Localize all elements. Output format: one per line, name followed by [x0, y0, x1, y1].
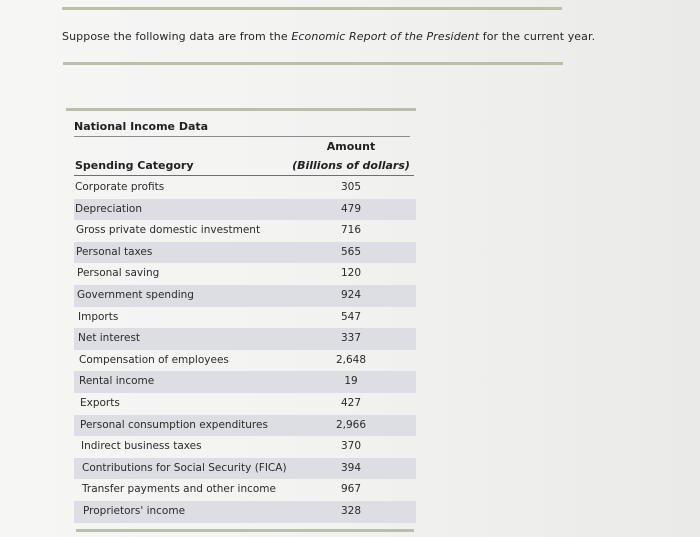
row-label: Rental income: [79, 375, 155, 388]
row-value: 547: [340, 310, 362, 323]
row-label: Depreciation: [75, 202, 142, 215]
row-label: Proprietors' income: [83, 504, 186, 517]
intro-text: [62, 30, 595, 43]
row-label: Net interest: [78, 332, 141, 345]
category-column-header: Spending Category: [75, 159, 194, 172]
row-value: 19: [344, 375, 358, 388]
intro-text-end: for the current year.: [479, 30, 596, 43]
table-row: [74, 242, 416, 264]
row-label: Gross private domestic investment: [76, 224, 261, 237]
table-row: [74, 436, 416, 458]
row-label: Exports: [80, 396, 120, 409]
data-table-body: [74, 177, 416, 523]
row-value: 120: [340, 267, 362, 280]
table-row: [74, 307, 416, 329]
row-value: 479: [340, 202, 362, 215]
table-row: [74, 199, 416, 221]
table-row: [74, 415, 416, 437]
row-value: 565: [340, 245, 362, 258]
row-label: Government spending: [77, 288, 194, 301]
row-label: Compensation of employees: [79, 353, 229, 366]
table-row: [74, 177, 416, 199]
row-value: 305: [340, 181, 362, 193]
row-value: 370: [340, 440, 362, 453]
row-label: Personal consumption expenditures: [80, 418, 268, 431]
table-row: [74, 393, 416, 415]
top-divider: [62, 7, 562, 10]
table-row: [74, 285, 416, 307]
row-value: 2,648: [335, 353, 367, 366]
intro-text-start: Suppose the following data are from the: [62, 30, 292, 43]
row-label: Corporate profits: [75, 181, 165, 193]
row-value: 328: [340, 504, 362, 517]
report-title: Economic Report of the President: [291, 30, 480, 43]
row-value: 337: [340, 332, 362, 345]
row-value: 967: [340, 483, 362, 496]
header-underline: [74, 175, 414, 176]
table-row: [74, 328, 416, 350]
row-label: Imports: [78, 310, 119, 323]
row-value: 716: [340, 224, 362, 237]
amount-column-header: Amount: [326, 140, 376, 153]
table-title: National Income Data: [74, 120, 209, 133]
table-top-rule: [66, 108, 416, 111]
row-value: 924: [340, 288, 362, 301]
title-underline: [74, 136, 410, 137]
units-column-header: (Billions of dollars): [292, 159, 410, 172]
row-label: Contributions for Social Security (FICA): [82, 461, 287, 474]
table-row: [74, 458, 416, 480]
row-label: Indirect business taxes: [81, 440, 202, 453]
row-label: Personal saving: [77, 267, 160, 280]
row-label: Personal taxes: [76, 245, 153, 258]
row-value: 2,966: [335, 418, 367, 431]
table-row: [74, 220, 416, 242]
row-value: 394: [340, 461, 362, 474]
table-row: [74, 371, 416, 393]
row-value: 427: [340, 396, 362, 409]
table-row: [74, 350, 416, 372]
table-row: [74, 501, 416, 523]
table-row: [74, 263, 416, 285]
table-bottom-rule: [76, 529, 414, 532]
table-row: [74, 479, 416, 501]
intro-divider: [63, 62, 563, 65]
row-label: Transfer payments and other income: [82, 483, 276, 496]
